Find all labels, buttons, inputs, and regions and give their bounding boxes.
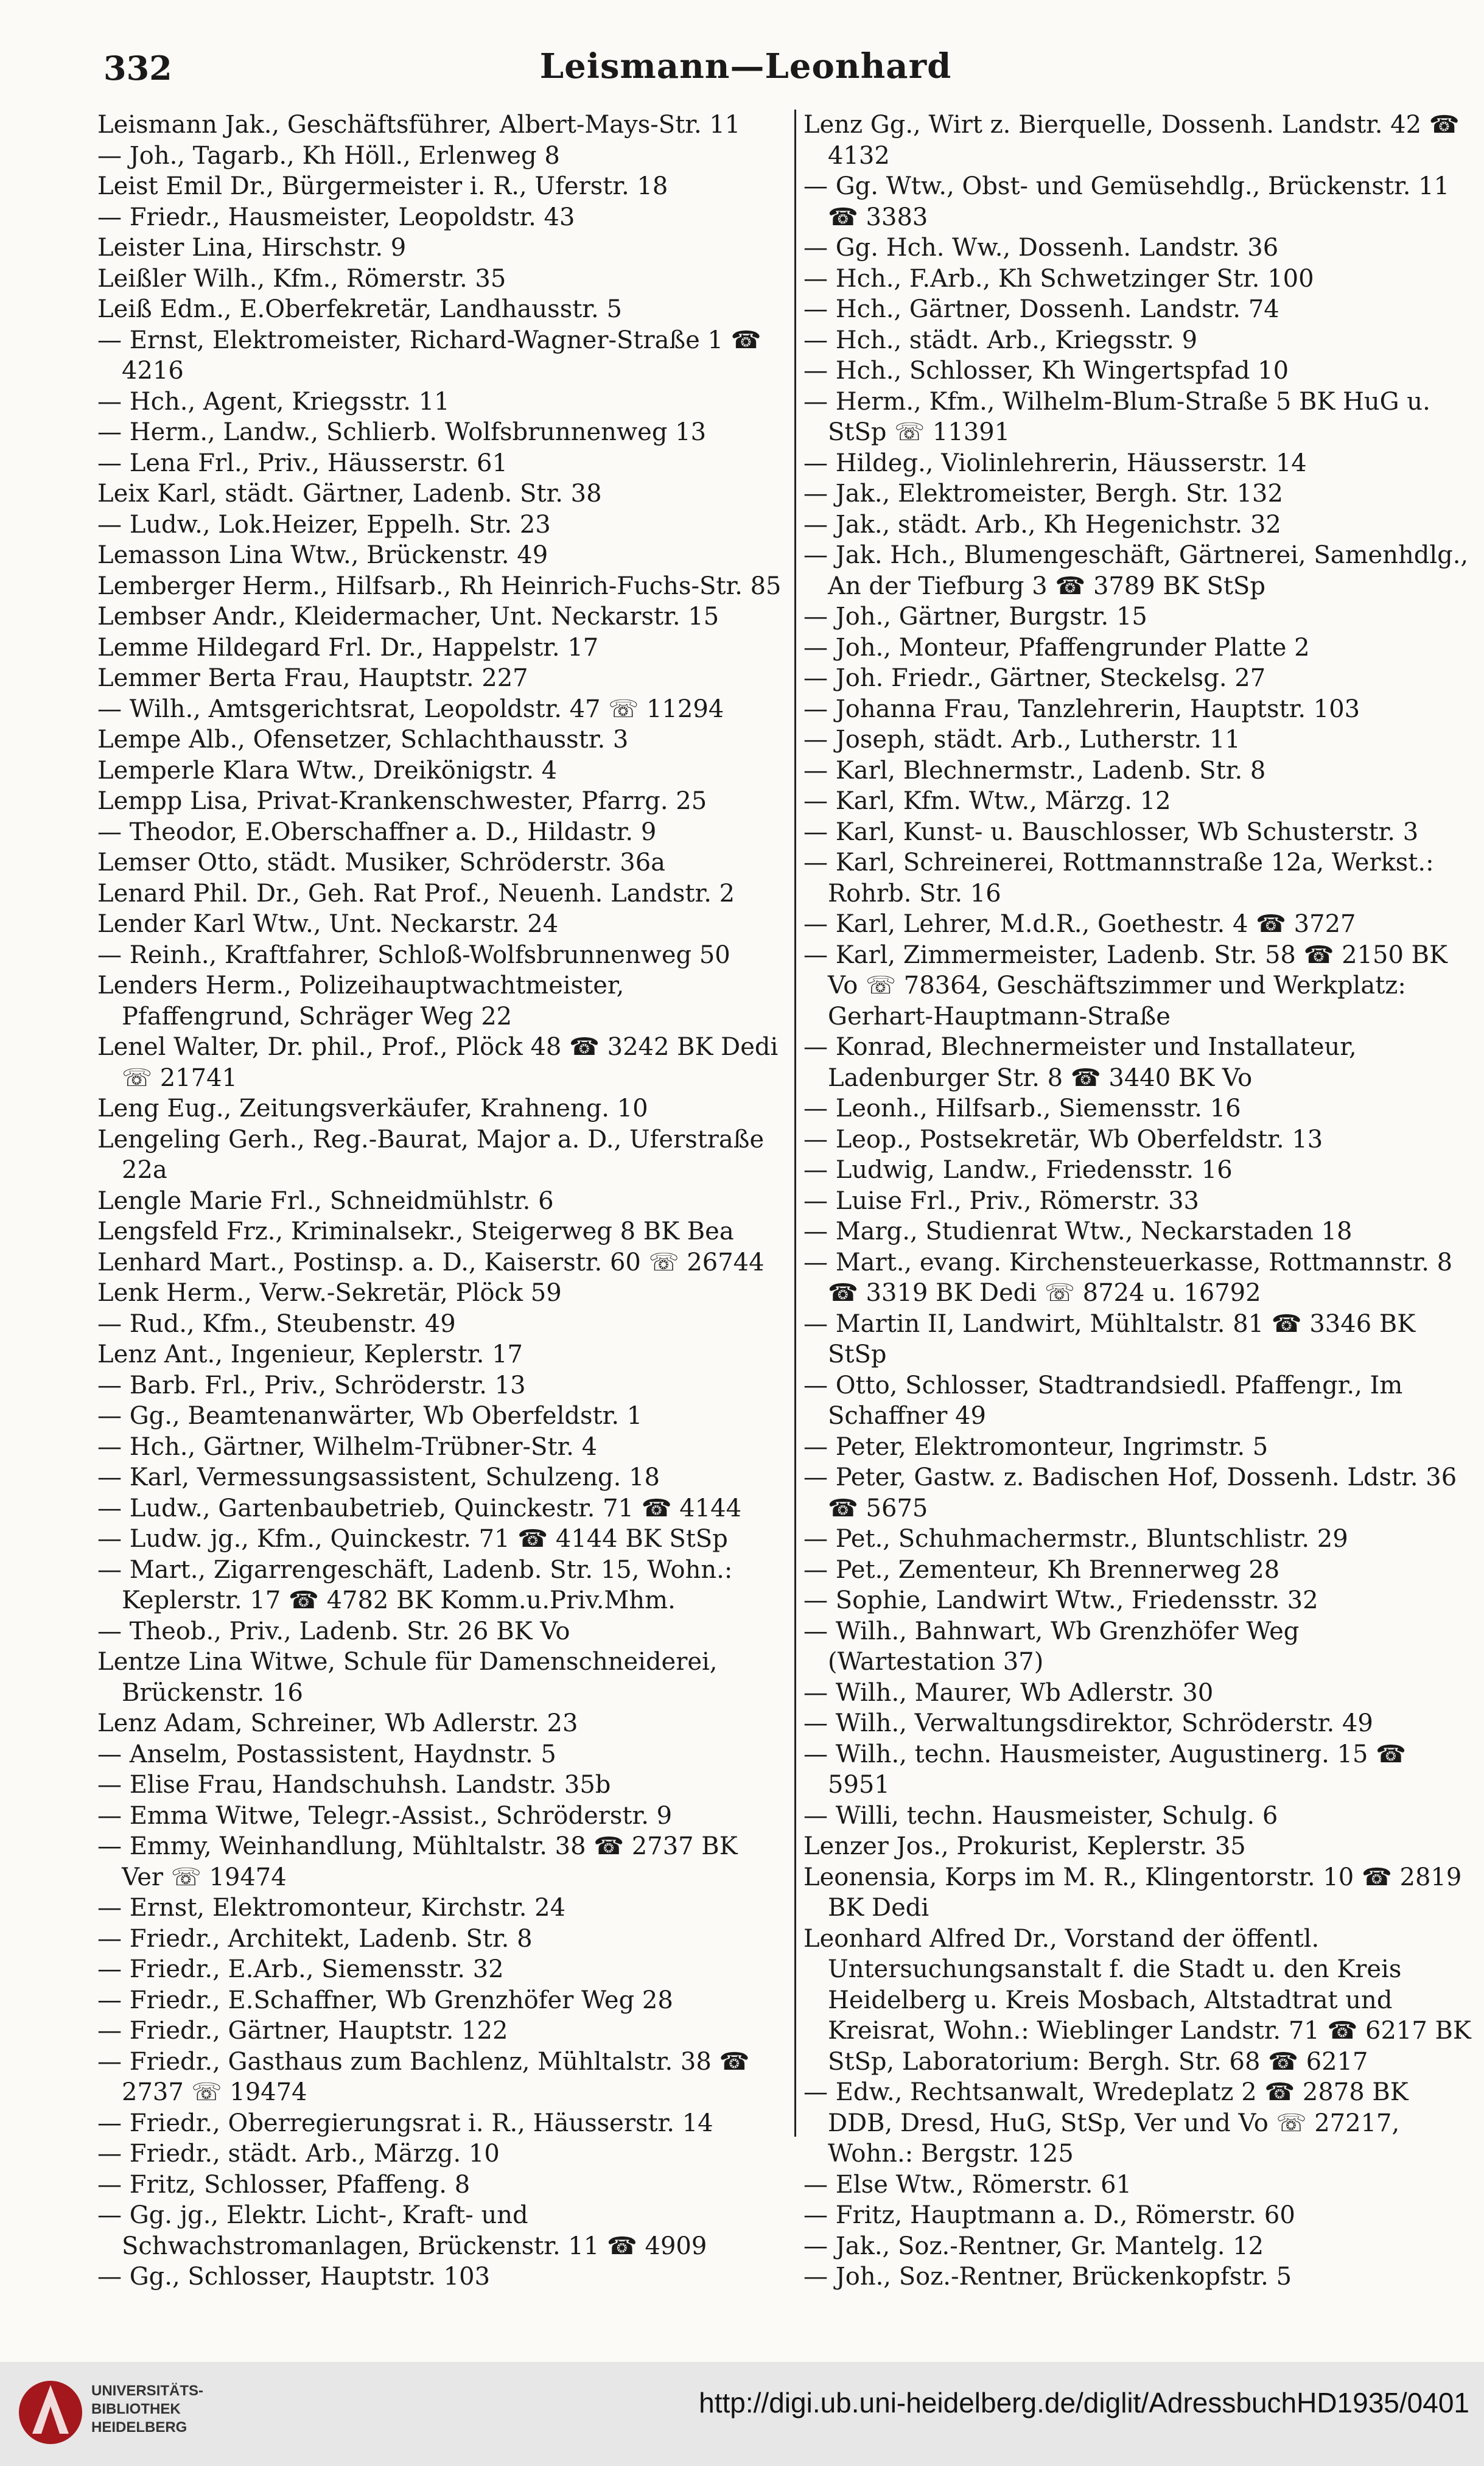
directory-entry: — Mart., evang. Kirchensteuerkasse, Rottmannstr. 8 ☎ 3319 BK Dedi ☏ 8724 u. 16792: [803, 1248, 1453, 1307]
directory-entry: — Peter, Elektromonteur, Ingrimstr. 5: [803, 1432, 1269, 1461]
directory-entry: Lentze Lina Witwe, Schule für Damenschneiderei, Brückenstr. 16: [97, 1648, 718, 1707]
directory-entry: Lembser Andr., Kleidermacher, Unt. Neckarstr. 15: [97, 603, 719, 631]
directory-entry: Lengle Marie Frl., Schneidmühlstr. 6: [97, 1186, 554, 1215]
directory-entry: — Pet., Zementeur, Kh Brennerweg 28: [803, 1555, 1280, 1584]
directory-entry: Lenz Gg., Wirt z. Bierquelle, Dossenh. Landstr. 42 ☎ 4132: [803, 111, 1460, 170]
left-column: [97, 110, 785, 2293]
directory-entry: Lenhard Mart., Postinsp. a. D., Kaiserstr. 60 ☏ 26744: [97, 1248, 765, 1277]
directory-entry: Lengsfeld Frz., Kriminalsekr., Steigerweg 8 BK Bea: [97, 1217, 734, 1245]
directory-entry: — Friedr., Oberregierungsrat i. R., Häusserstr. 14: [97, 2109, 713, 2137]
directory-entry: Lemser Otto, städt. Musiker, Schröderstr. 36a: [97, 849, 665, 877]
directory-entry: — Friedr., Architekt, Ladenb. Str. 8: [97, 1924, 533, 1953]
directory-entry: — Lena Frl., Priv., Häusserstr. 61: [97, 449, 508, 477]
library-name: UNIVERSITÄTS- BIBLIOTHEK HEIDELBERG: [91, 2383, 204, 2436]
directory-entry: — Elise Frau, Handschuhsh. Landstr. 35b: [97, 1771, 611, 1799]
directory-entry: Leonensia, Korps im M. R., Klingentorstr. 10 ☎ 2819 BK Dedi: [803, 1863, 1462, 1922]
directory-entry: — Gg., Schlosser, Hauptstr. 103: [97, 2263, 491, 2291]
directory-entry: — Edw., Rechtsanwalt, Wredeplatz 2 ☎ 2878 BK DDB, Dresd, HuG, StSp, Ver und Vo ☏ 27217, Wohn.: Bergstr. 125: [803, 2078, 1409, 2168]
university-library-logo-icon: [17, 2373, 84, 2452]
directory-entry: — Joh., Gärtner, Burgstr. 15: [803, 603, 1147, 631]
right-column: [803, 110, 1473, 2293]
directory-entry: — Jak., Elektromeister, Bergh. Str. 132: [803, 480, 1283, 508]
page-header: [103, 43, 1388, 100]
directory-entry: Lenz Adam, Schreiner, Wb Adlerstr. 23: [97, 1709, 578, 1737]
directory-entry: — Leop., Postsekretär, Wb Oberfeldstr. 13: [803, 1125, 1323, 1154]
directory-entry: — Willi, techn. Hausmeister, Schulg. 6: [803, 1801, 1278, 1830]
directory-entry: — Jak., städt. Arb., Kh Hegenichstr. 32: [803, 510, 1281, 539]
directory-entry: Leonhard Alfred Dr., Vorstand der öffentl. Untersuchungsanstalt f. die Stadt u. den Kreis Heidelberg u. Kreis Mosbach, Altstadtrat und Kreisrat, Wohn.: Wieblinger Landstr. 71 ☎ 6217 BK StSp, Laboratorium: Bergh. Str. 68 ☎ 6217: [803, 1924, 1471, 2076]
directory-entry: — Wilh., Maurer, Wb Adlerstr. 30: [803, 1678, 1214, 1707]
directory-entry: — Reinh., Kraftfahrer, Schloß-Wolfsbrunnenweg 50: [97, 941, 730, 969]
directory-entry: — Joh., Soz.-Rentner, Brückenkopfstr. 5: [803, 2263, 1292, 2291]
directory-entry: — Hch., Agent, Kriegsstr. 11: [97, 387, 450, 416]
directory-entry: Lenzer Jos., Prokurist, Keplerstr. 35: [803, 1832, 1246, 1860]
directory-entry: Lemmer Berta Frau, Hauptstr. 227: [97, 664, 528, 692]
directory-entry: — Karl, Schreinerei, Rottmannstraße 12a, Werkst.: Rohrb. Str. 16: [803, 849, 1434, 908]
directory-entry: — Hch., Gärtner, Wilhelm-Trübner-Str. 4: [97, 1432, 598, 1461]
directory-entry: Leng Eug., Zeitungsverkäufer, Krahneng. 10: [97, 1095, 648, 1123]
directory-entry: Lempe Alb., Ofensetzer, Schlachthausstr. 3: [97, 726, 629, 754]
directory-entry: Leißler Wilh., Kfm., Römerstr. 35: [97, 264, 506, 293]
directory-entry: — Friedr., Gärtner, Hauptstr. 122: [97, 2017, 508, 2045]
directory-entry: — Otto, Schlosser, Stadtrandsiedl. Pfaffengr., Im Schaffner 49: [803, 1371, 1403, 1430]
directory-entry: — Hch., städt. Arb., Kriegsstr. 9: [803, 326, 1198, 354]
directory-entry: — Hch., Schlosser, Kh Wingertspfad 10: [803, 357, 1289, 385]
directory-entry: — Mart., Zigarrengeschäft, Ladenb. Str. 15, Wohn.: Keplerstr. 17 ☎ 4782 BK Komm.u.Priv.Mhm.: [97, 1555, 733, 1614]
directory-entry: — Emma Witwe, Telegr.-Assist., Schröderstr. 9: [97, 1801, 673, 1830]
directory-entry: — Gg. Wtw., Obst- und Gemüsehdlg., Brückenstr. 11 ☎ 3383: [803, 172, 1450, 231]
directory-entry: — Ludwig, Landw., Friedensstr. 16: [803, 1156, 1233, 1184]
directory-entry: — Hch., F.Arb., Kh Schwetzinger Str. 100: [803, 264, 1314, 293]
directory-entry: — Hildeg., Violinlehrerin, Häusserstr. 14: [803, 449, 1307, 477]
directory-entry: — Leonh., Hilfsarb., Siemensstr. 16: [803, 1095, 1241, 1123]
directory-entry: — Johanna Frau, Tanzlehrerin, Hauptstr. 103: [803, 695, 1360, 723]
directory-entry: Lenders Herm., Polizeihauptwachtmeister, Pfaffengrund, Schräger Weg 22: [97, 972, 625, 1031]
directory-entry: Leist Emil Dr., Bürgermeister i. R., Uferstr. 18: [97, 172, 668, 200]
directory-entry: — Friedr., Gasthaus zum Bachlenz, Mühltalstr. 38 ☎ 2737 ☏ 19474: [97, 2047, 750, 2106]
directory-entry: — Emmy, Weinhandlung, Mühltalstr. 38 ☎ 2737 BK Ver ☏ 19474: [97, 1832, 738, 1891]
directory-entry: Lender Karl Wtw., Unt. Neckarstr. 24: [97, 910, 559, 938]
directory-entry: Lemperle Klara Wtw., Dreikönigstr. 4: [97, 756, 558, 785]
directory-entry: — Jak. Hch., Blumengeschäft, Gärtnerei, Samenhdlg., An der Tiefburg 3 ☎ 3789 BK StSp: [803, 541, 1469, 600]
directory-entry: — Karl, Lehrer, M.d.R., Goethestr. 4 ☎ 3727: [803, 910, 1356, 938]
directory-entry: — Theob., Priv., Ladenb. Str. 26 BK Vo: [97, 1617, 570, 1645]
directory-entry: Leiß Edm., E.Oberfekretär, Landhausstr. 5: [97, 295, 622, 323]
directory-entry: — Konrad, Blechnermeister und Installateur, Ladenburger Str. 8 ☎ 3440 BK Vo: [803, 1033, 1357, 1092]
directory-entry: — Ernst, Elektromeister, Richard-Wagner-Straße 1 ☎ 4216: [97, 326, 761, 385]
source-url[interactable]: http://digi.ub.uni-heidelberg.de/diglit/AdressbuchHD1935/0401: [699, 2387, 1469, 2419]
directory-entry: — Fritz, Hauptmann a. D., Römerstr. 60: [803, 2201, 1295, 2229]
directory-entry: — Jak., Soz.-Rentner, Gr. Mantelg. 12: [803, 2232, 1264, 2260]
directory-entry: Lemme Hildegard Frl. Dr., Happelstr. 17: [97, 633, 599, 662]
directory-entry: Lempp Lisa, Privat-Krankenschwester, Pfarrg. 25: [97, 787, 707, 815]
directory-entry: — Joh., Tagarb., Kh Höll., Erlenweg 8: [97, 141, 560, 170]
directory-entry: — Fritz, Schlosser, Pfaffeng. 8: [97, 2170, 471, 2199]
directory-entry: — Karl, Vermessungsassistent, Schulzeng. 18: [97, 1463, 660, 1491]
directory-entry: Lemasson Lina Wtw., Brückenstr. 49: [97, 541, 548, 569]
directory-entry: Lenel Walter, Dr. phil., Prof., Plöck 48 ☎ 3242 BK Dedi ☏ 21741: [97, 1033, 779, 1092]
directory-entry: Lengeling Gerh., Reg.-Baurat, Major a. D., Uferstraße 22a: [97, 1125, 765, 1184]
directory-entry: — Barb. Frl., Priv., Schröderstr. 13: [97, 1371, 526, 1399]
directory-entry: — Wilh., Verwaltungsdirektor, Schröderstr. 49: [803, 1709, 1373, 1737]
directory-entry: — Sophie, Landwirt Wtw., Friedensstr. 32: [803, 1586, 1318, 1614]
directory-entry: Leix Karl, städt. Gärtner, Ladenb. Str. 38: [97, 480, 602, 508]
directory-entry: — Ludw., Lok.Heizer, Eppelh. Str. 23: [97, 510, 551, 539]
directory-entry: — Joseph, städt. Arb., Lutherstr. 11: [803, 726, 1241, 754]
directory-entry: — Wilh., techn. Hausmeister, Augustinerg. 15 ☎ 5951: [803, 1740, 1406, 1799]
directory-entry: — Ludw. jg., Kfm., Quinckestr. 71 ☎ 4144 BK StSp: [97, 1525, 728, 1553]
directory-entry: — Friedr., E.Arb., Siemensstr. 32: [97, 1955, 504, 1983]
directory-entry: — Theodor, E.Oberschaffner a. D., Hildastr. 9: [97, 818, 657, 846]
directory-entry: Lenk Herm., Verw.-Sekretär, Plöck 59: [97, 1279, 562, 1307]
directory-entry: Lemberger Herm., Hilfsarb., Rh Heinrich-Fuchs-Str. 85: [97, 572, 782, 600]
directory-entry: — Else Wtw., Römerstr. 61: [803, 2170, 1132, 2199]
directory-entry: — Karl, Kfm. Wtw., Märzg. 12: [803, 787, 1171, 815]
directory-entry: — Karl, Kunst- u. Bauschlosser, Wb Schusterstr. 3: [803, 818, 1419, 846]
page-title: Leismann—Leonhard: [539, 46, 952, 86]
directory-entry: Lenard Phil. Dr., Geh. Rat Prof., Neuenh. Landstr. 2: [97, 879, 735, 908]
directory-entry: — Friedr., E.Schaffner, Wb Grenzhöfer Weg 28: [97, 1986, 673, 2014]
directory-entry: — Joh. Friedr., Gärtner, Steckelsg. 27: [803, 664, 1266, 692]
directory-entry: — Friedr., Hausmeister, Leopoldstr. 43: [97, 203, 575, 231]
directory-entry: Leismann Jak., Geschäftsführer, Albert-Mays-Str. 11: [97, 111, 741, 139]
directory-entry: — Pet., Schuhmachermstr., Bluntschlistr. 29: [803, 1525, 1348, 1553]
directory-entry: — Peter, Gastw. z. Badischen Hof, Dossenh. Ldstr. 36 ☎ 5675: [803, 1463, 1457, 1522]
directory-entry: — Joh., Monteur, Pfaffengrunder Platte 2: [803, 633, 1310, 662]
directory-entry: — Hch., Gärtner, Dossenh. Landstr. 74: [803, 295, 1279, 323]
directory-entry: — Gg., Beamtenanwärter, Wb Oberfeldstr. 1: [97, 1402, 643, 1430]
page-number: 332: [103, 49, 172, 88]
directory-entry: — Herm., Kfm., Wilhelm-Blum-Straße 5 BK HuG u. StSp ☏ 11391: [803, 387, 1430, 446]
directory-entry: — Martin II, Landwirt, Mühltalstr. 81 ☎ 3346 BK StSp: [803, 1309, 1416, 1368]
directory-entry: — Wilh., Bahnwart, Wb Grenzhöfer Weg (Wartestation 37): [803, 1617, 1300, 1676]
directory-entry: — Karl, Blechnermstr., Ladenb. Str. 8: [803, 756, 1266, 785]
directory-entry: — Ludw., Gartenbaubetrieb, Quinckestr. 71 ☎ 4144: [97, 1494, 742, 1522]
directory-entry: — Luise Frl., Priv., Römerstr. 33: [803, 1186, 1199, 1215]
directory-entry: — Rud., Kfm., Steubenstr. 49: [97, 1309, 456, 1338]
directory-entry: — Wilh., Amtsgerichtsrat, Leopoldstr. 47 ☏ 11294: [97, 695, 724, 723]
directory-entry: Leister Lina, Hirschstr. 9: [97, 234, 407, 262]
directory-entry: — Karl, Zimmermeister, Ladenb. Str. 58 ☎ 2150 BK Vo ☏ 78364, Geschäftszimmer und Werkplatz: Gerhart-Hauptmann-Straße: [803, 941, 1447, 1031]
directory-entry: — Marg., Studienrat Wtw., Neckarstaden 18: [803, 1217, 1353, 1245]
directory-entry: — Friedr., städt. Arb., Märzg. 10: [97, 2140, 500, 2168]
directory-entry: — Ernst, Elektromonteur, Kirchstr. 24: [97, 1894, 566, 1922]
directory-entry: — Herm., Landw., Schlierb. Wolfsbrunnenweg 13: [97, 418, 707, 446]
column-divider: [794, 110, 796, 2137]
directory-entry: — Gg. Hch. Ww., Dossenh. Landstr. 36: [803, 234, 1279, 262]
directory-entry: — Gg. jg., Elektr. Licht-, Kraft- und Schwachstromanlagen, Brückenstr. 11 ☎ 4909: [97, 2201, 707, 2260]
directory-entry: — Anselm, Postassistent, Haydnstr. 5: [97, 1740, 556, 1768]
directory-entry: Lenz Ant., Ingenieur, Keplerstr. 17: [97, 1340, 523, 1368]
